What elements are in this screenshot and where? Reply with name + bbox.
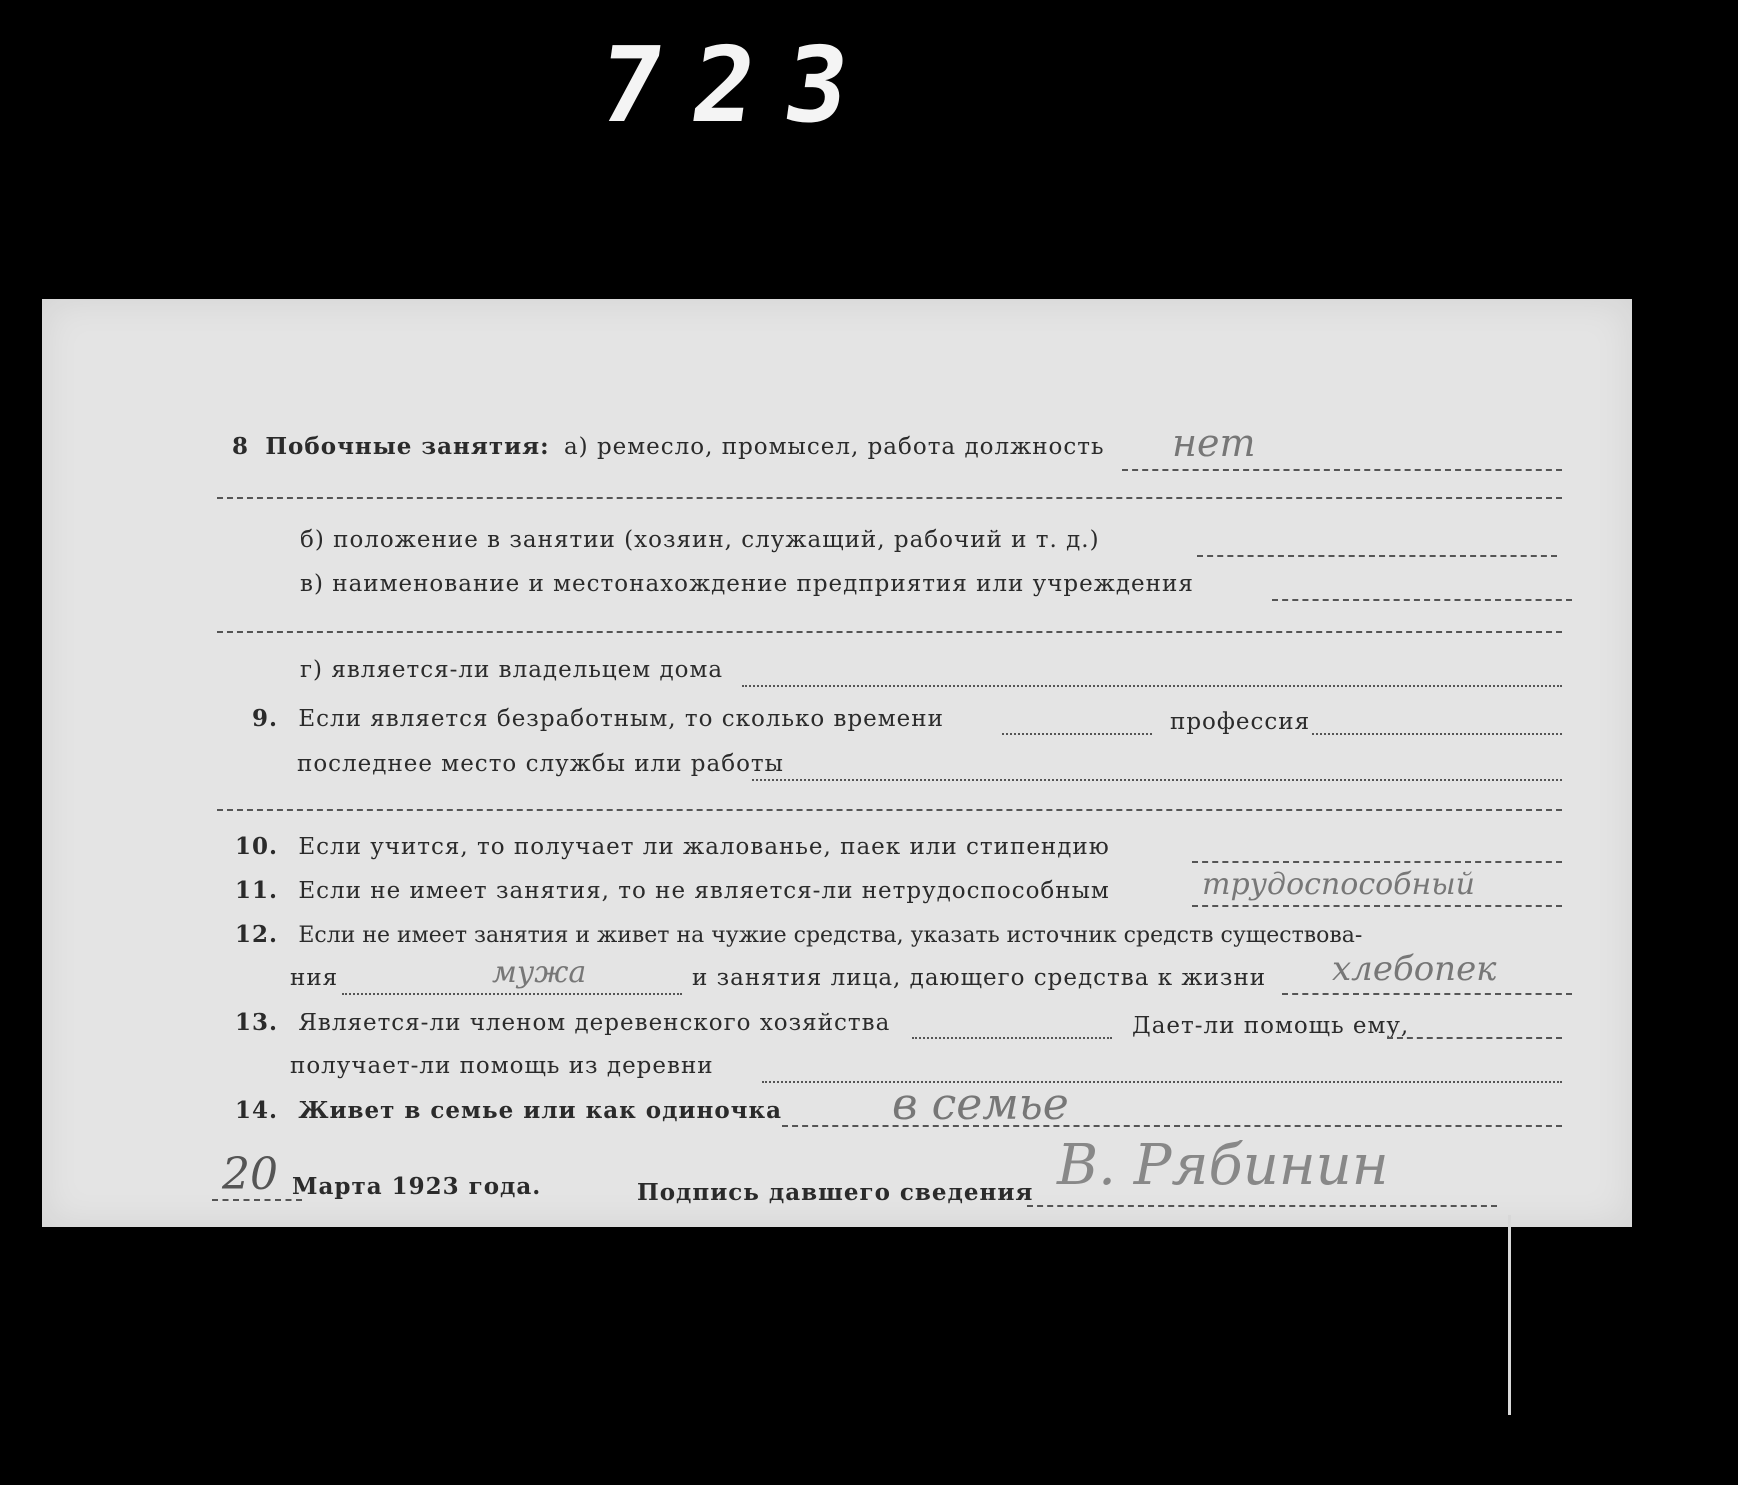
q8-a-answer: нет	[1172, 421, 1256, 465]
census-card	[42, 299, 1632, 1227]
q11-number: 11.	[234, 877, 278, 904]
q8-number: 8	[232, 433, 250, 460]
q8-g-line	[742, 685, 1562, 687]
frame-number: 723	[591, 24, 887, 146]
q10-number: 10.	[234, 833, 278, 860]
q13-number: 13.	[234, 1009, 278, 1036]
q12-line-2	[290, 965, 338, 991]
q8-b-line	[1197, 555, 1557, 557]
q8-line-v: в) наименование и местонахождение предприятия или учреждения	[300, 571, 1194, 597]
q12-answer: мужа	[492, 955, 587, 990]
q14-answer: в семье	[892, 1079, 1069, 1130]
q14-line	[232, 1097, 782, 1124]
q8-a-line	[1122, 469, 1562, 471]
q8-line-g: г) является-ли владельцем дома	[300, 657, 724, 683]
q13-help-line	[1387, 1037, 1562, 1039]
q9-line-2	[217, 809, 1562, 811]
q12-answer2: хлебопек	[1332, 949, 1497, 989]
q12-text2-start: ния	[290, 965, 339, 991]
q13-help: Дает-ли помощь ему,	[1132, 1013, 1410, 1039]
q13-line	[232, 1009, 890, 1036]
q14-number: 14.	[234, 1097, 278, 1124]
q13-text: Является-ли членом деревенского хозяйства	[298, 1010, 891, 1036]
q10-line	[232, 833, 1110, 860]
q9-last-place: последнее место службы или работы	[297, 751, 784, 777]
footer-day: 20	[222, 1149, 278, 1200]
q9-profession-line	[1312, 733, 1562, 735]
q8-a-line-2	[217, 497, 1562, 499]
q14-text: Живет в семье или как одиночка	[298, 1097, 783, 1124]
q8-line-a	[232, 433, 1105, 460]
q11-line	[232, 877, 1110, 904]
q11-answer: трудоспособный	[1202, 867, 1476, 902]
footer-day-line	[212, 1199, 302, 1201]
q13-receives: получает-ли помощь из деревни	[290, 1053, 714, 1079]
q9-line	[232, 705, 944, 732]
q12-line	[232, 921, 1362, 948]
footer-signature-label: Подпись давшего сведения	[637, 1179, 1034, 1206]
q8-a-text: а) ремесло, промысел, работа должность	[563, 434, 1105, 460]
q12-text2-end: и занятия лица, дающего средства к жизни	[692, 965, 1267, 991]
q12-text: Если не имеет занятия и живет на чужие средства, указать источник средств существова-	[298, 923, 1363, 948]
q8-v-line-2	[217, 631, 1562, 633]
q8-v-line	[1272, 599, 1572, 601]
q12-number: 12.	[234, 921, 278, 948]
q9-text: Если является безработным, то сколько времени	[298, 706, 944, 732]
q11-text: Если не имеет занятия, то не является-ли нетрудоспособным	[298, 878, 1110, 904]
q13-receives-line	[762, 1081, 1562, 1083]
q13-line-fill	[912, 1037, 1112, 1039]
q8-line-b: б) положение в занятии (хозяин, служащий, рабочий и т. д.)	[300, 527, 1100, 553]
q9-time-line	[1002, 733, 1152, 735]
card-edge-marker	[1508, 1215, 1511, 1415]
q11-line-fill	[1192, 905, 1562, 907]
q9-last-place-line	[752, 779, 1562, 781]
q12-answer2-line	[1282, 993, 1572, 995]
q10-text: Если учится, то получает ли жалованье, паек или стипендию	[298, 834, 1110, 860]
q9-profession: профессия	[1170, 709, 1311, 735]
q9-number: 9.	[251, 705, 278, 732]
footer-signature: В. Рябинин	[1057, 1133, 1389, 1198]
q12-answer-line	[342, 993, 682, 995]
q8-label: Побочные занятия:	[265, 433, 550, 460]
q10-line-fill	[1192, 861, 1562, 863]
footer-date: Марта 1923 года.	[292, 1173, 542, 1200]
footer-signature-line	[1027, 1205, 1497, 1207]
